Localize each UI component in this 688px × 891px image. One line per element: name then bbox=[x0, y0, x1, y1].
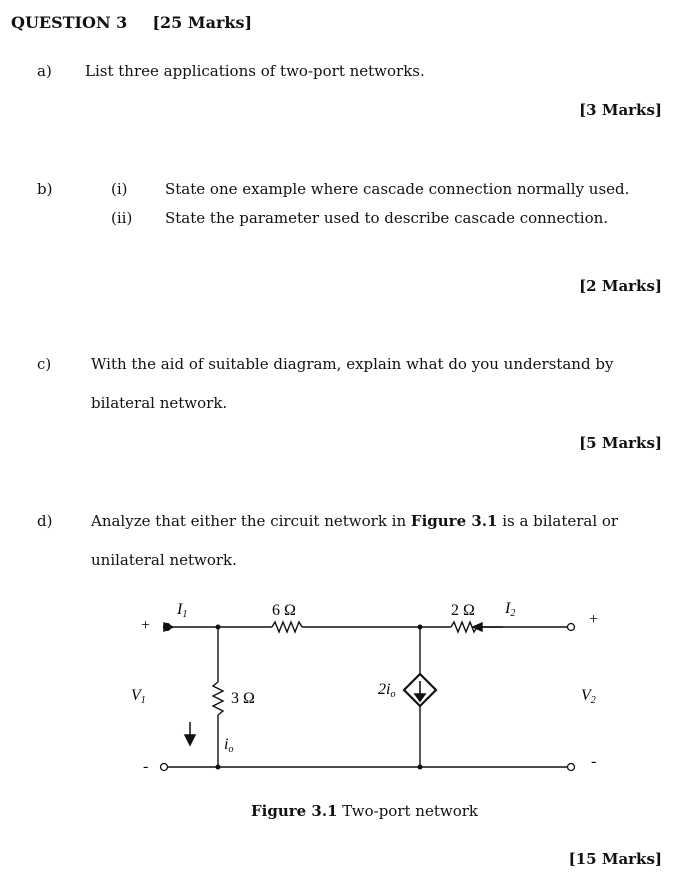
label-i1: I1 bbox=[177, 601, 188, 620]
label-6-ohm: 6 Ω bbox=[272, 602, 296, 619]
part-a-text: List three applications of two-port networks. bbox=[85, 62, 425, 80]
figure-caption bbox=[251, 802, 478, 820]
part-b-item-1-text: State one example where cascade connection normally used. bbox=[165, 180, 630, 198]
label-2-ohm: 2 Ω bbox=[451, 602, 475, 619]
label-minus-right: - bbox=[591, 753, 597, 770]
label-plus-left: + bbox=[141, 617, 151, 634]
part-b-marks: [2 Marks] bbox=[579, 277, 662, 295]
part-b-label: b) bbox=[37, 180, 53, 198]
question-total-marks: [25 Marks] bbox=[152, 13, 253, 32]
question-title: QUESTION 3 bbox=[11, 13, 128, 32]
node-d bbox=[418, 765, 423, 770]
resistor-6-ohm bbox=[272, 622, 302, 632]
part-c-label: c) bbox=[37, 355, 52, 373]
current-i2-arrow bbox=[473, 623, 482, 631]
part-b-item-2-num: (ii) bbox=[111, 209, 133, 227]
resistor-3-ohm bbox=[213, 682, 223, 715]
part-c-line-2: bilateral network. bbox=[91, 394, 228, 412]
part-b-item-2-text: State the parameter used to describe cascade connection. bbox=[165, 209, 609, 227]
part-d-figure-ref: Figure 3.1 bbox=[410, 512, 498, 530]
part-d-label: d) bbox=[37, 512, 53, 530]
part-a-label: a) bbox=[37, 62, 52, 80]
terminal-bottom-left bbox=[161, 764, 168, 771]
part-d-line-2: unilateral network. bbox=[91, 551, 237, 569]
figure-caption-bold: Figure 3.1 bbox=[251, 802, 338, 820]
current-io-arrow bbox=[185, 735, 195, 745]
label-minus-left: - bbox=[143, 758, 149, 775]
label-plus-right: + bbox=[589, 611, 599, 628]
terminal-bottom-right bbox=[568, 764, 575, 771]
node-b bbox=[418, 625, 423, 630]
part-d-marks: [15 Marks] bbox=[568, 850, 662, 868]
label-dependent-source: 2io bbox=[378, 681, 396, 700]
part-c-marks: [5 Marks] bbox=[579, 434, 662, 452]
part-d-line-1-post: is a bilateral or bbox=[497, 512, 619, 530]
terminal-top-right bbox=[568, 624, 575, 631]
label-3-ohm: 3 Ω bbox=[231, 690, 255, 707]
dep-source-arrow-head bbox=[415, 694, 425, 701]
figure-caption-rest: Two-port network bbox=[337, 802, 478, 820]
label-v1: V1 bbox=[131, 687, 146, 706]
part-b-item-1-num: (i) bbox=[111, 180, 128, 198]
label-v2: V2 bbox=[581, 687, 596, 706]
label-io: io bbox=[224, 736, 234, 755]
part-c-line-1: With the aid of suitable diagram, explain what do you understand by bbox=[91, 355, 614, 373]
part-d-line-1-pre: Analyze that either the circuit network in bbox=[91, 512, 411, 530]
label-i2: I2 bbox=[505, 600, 516, 619]
node-c bbox=[216, 765, 221, 770]
part-a-marks: [3 Marks] bbox=[579, 101, 662, 119]
node-a bbox=[216, 625, 221, 630]
